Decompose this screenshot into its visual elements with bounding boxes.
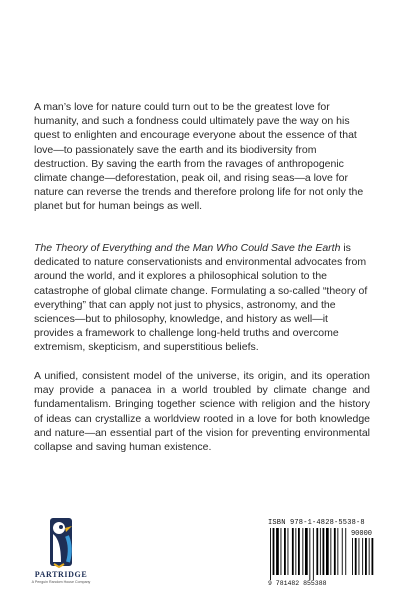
- isbn-label: ISBN 978-1-4828-5538-8: [268, 519, 365, 527]
- blurb-paragraph-1: A man’s love for nature could turn out to be the greatest love for humanity, and such a fondness could ultimately pave the way on his quest to enlighten and encourage everyone about the essence of that love—to passionately save the earth and its biodiversity from destruction. By saving the earth from the ravages of anthropogenic climate change—deforestation, peak oil, and rising seas—a love for nature can reverse the trends and therefore prolong life for not only the planet but for human beings as well.: [34, 101, 364, 213]
- barcode-bar: [298, 528, 300, 575]
- barcode-bar: [288, 528, 289, 575]
- barcode-bar: [330, 528, 331, 575]
- barcode-bar: [323, 528, 325, 575]
- barcode-icon: [268, 528, 380, 580]
- barcode-bar: [334, 528, 336, 575]
- barcode-digits: 9 781482 855388: [268, 580, 327, 587]
- barcode-bar: [337, 528, 338, 575]
- barcode-bar: [281, 528, 282, 575]
- barcode-bar: [302, 528, 303, 575]
- barcode-bar: [320, 528, 321, 575]
- publisher-tagline: A Penguin Random House Company: [31, 580, 91, 584]
- barcode-bar: [316, 528, 318, 575]
- barcode-addon-bar: [365, 538, 367, 575]
- isbn-barcode-block: [268, 519, 380, 589]
- barcode-bar: [345, 528, 346, 575]
- blurb-paragraph-2: [34, 241, 370, 355]
- barcode-addon-bar: [372, 538, 374, 575]
- barcode-addon-bar: [369, 538, 370, 575]
- barcode-bar: [276, 528, 279, 575]
- barcode-bar: [273, 528, 275, 575]
- barcode-bar: [295, 528, 296, 575]
- publisher-name: PARTRIDGE: [34, 570, 88, 579]
- barcode-addon-bar: [352, 538, 353, 575]
- barcode-bar: [326, 528, 329, 575]
- barcode-bar: [342, 528, 343, 575]
- blurb-paragraph-3: A unified, consistent model of the universe, its origin, and its operation may provide a panacea in a world troubled by climate change and fundamentalism. Bringing together science with religion and the history of ideas can crystallize a worldview rooted in a love for both knowledge and nature—an essential part of the vision for preventing environmental collapse and saving human existence.: [34, 370, 370, 454]
- barcode-bar: [292, 528, 294, 575]
- barcode-bar: [284, 528, 286, 575]
- barcode-bar: [270, 528, 271, 580]
- penguin-logo-icon: [26, 514, 96, 570]
- barcode-addon-bar: [359, 538, 360, 575]
- publisher-logo: [26, 514, 96, 586]
- barcode-addon-bar: [362, 538, 363, 575]
- barcode-addon-bar: [355, 538, 357, 575]
- blurb-paragraph-2-text: is dedicated to nature conservationists and environmental advocates from around the world, and it explores a philosophical solution to the catastrophe of global climate change. Formulating a so-called “theory of everything” that can apply not just to physics, astronomy, and the sciences—but to philosophy, knowledge, and history as well—it provides a framework to challenge long-held truths and overcome extremism, skepticism, and superstitious beliefs.: [34, 242, 368, 354]
- price-code: 90000: [350, 530, 372, 538]
- book-title: The Theory of Everything and the Man Who Could Save the Earth: [34, 242, 341, 254]
- barcode-bar: [313, 528, 314, 580]
- barcode-bar: [305, 528, 308, 575]
- barcode-bar: [309, 528, 310, 580]
